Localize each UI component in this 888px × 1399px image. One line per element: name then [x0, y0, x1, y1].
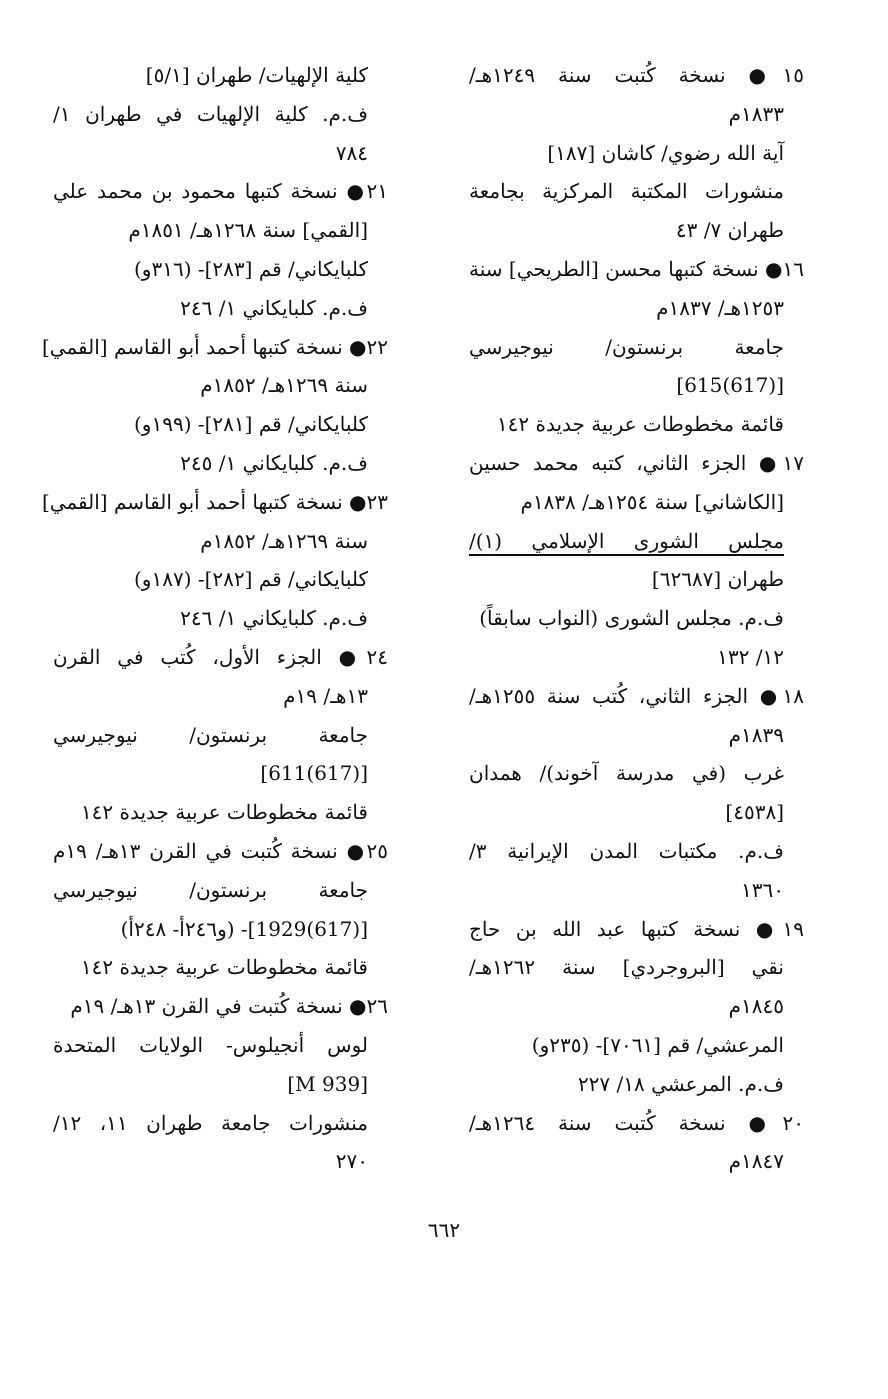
text-line: ١٨٣٩م [728, 722, 784, 747]
text-line: منشورات المكتبة المركزية بجامعة [469, 179, 784, 204]
text-line: ١٢٥٣هـ/ ١٨٣٧م [656, 295, 784, 320]
text-line: ١٣٦٠ [741, 877, 784, 902]
text-line: المرعشي/ قم [٧٠٦١]- (٢٣٥و) [531, 1032, 784, 1057]
text-line: ف.م. مكتبات المدن الإيرانية ٣/ [469, 838, 784, 863]
text-line: آية الله رضوي/ كاشان [١٨٧] [547, 140, 784, 165]
text-line: ٢٦● نسخة كُتبت في القرن ١٣هـ/ ١٩م [70, 994, 388, 1019]
text-line: ف.م. كلبايكاني ١/ ٢٤٦ [180, 295, 368, 320]
page-number: ٦٦٢ [427, 1218, 461, 1242]
text-line: طهران [٦٢٦٨٧] [651, 567, 784, 592]
text-line: سنة ١٢٦٩هـ/ ١٨٥٢م [200, 528, 368, 553]
right-column [469, 56, 804, 1181]
text-line: ٢٧٠ [335, 1149, 368, 1174]
text-line: ٢٢● نسخة كتبها أحمد أبو القاسم [القمي] [42, 334, 388, 359]
text-line: ف.م. المرعشي ١٨/ ٢٢٧ [577, 1071, 784, 1096]
text-line: ف.م. مجلس الشورى (النواب سابقاً) [479, 606, 784, 631]
text-line: غرب (في مدرسة آخوند)/ همدان [469, 761, 784, 786]
text-line: كلبايكاني/ قم [٢٨٣]- (٣١٦و) [133, 256, 368, 281]
text-line: منشورات جامعة طهران ١١، ١٢/ [53, 1110, 369, 1135]
left-column [42, 56, 388, 1181]
text-line: كلبايكاني/ قم [٢٨١]- (١٩٩و) [133, 412, 368, 437]
text-line: [القمي] سنة ١٢٦٨هـ/ ١٨٥١م [128, 218, 368, 243]
text-line: قائمة مخطوطات عربية جديدة ١٤٢ [80, 955, 368, 980]
text-line: نقي [البروجردي] سنة ١٢٦٢هـ/ [469, 955, 784, 980]
text-line: [(617)1929]- (و٢٤٦أ- ٢٤٨أ) [120, 916, 368, 941]
text-line: [(617)611] [260, 761, 368, 786]
text-line: [M 939] [287, 1071, 368, 1096]
text-line: ١٧● الجزء الثاني، كتبه محمد حسين [469, 450, 804, 475]
text-line: ٧٨٤ [335, 140, 368, 165]
text-line: جامعة برنستون/ نيوجيرسي [469, 334, 784, 359]
text-line: قائمة مخطوطات عربية جديدة ١٤٢ [496, 412, 784, 437]
text-line: ف.م. كلبايكاني ١/ ٢٤٦ [180, 606, 368, 631]
text-line: ٢٤● الجزء الأول، كُتب في القرن [53, 644, 388, 669]
text-line: كلبايكاني/ قم [٢٨٢]- (١٨٧و) [133, 567, 368, 592]
text-line: قائمة مخطوطات عربية جديدة ١٤٢ [80, 800, 368, 825]
text-line: [(617)615] [676, 373, 784, 398]
text-line: ١٣هـ/ ١٩م [283, 683, 368, 708]
text-line: جامعة برنستون/ نيوجيرسي [53, 877, 368, 902]
text-line: ٢١● نسخة كتبها محمود بن محمد علي [53, 179, 388, 204]
text-line: جامعة برنستون/ نيوجيرسي [53, 722, 368, 747]
text-line: ١٨٤٧م [728, 1149, 784, 1174]
text-line: مجلس الشورى الإسلامي (١)/ [469, 528, 784, 553]
text-line: [٤٥٣٨] [725, 800, 784, 825]
text-line: ٢٥● نسخة كُتبت في القرن ١٣هـ/ ١٩م [53, 838, 388, 863]
text-line: ١٨٣٣م [728, 101, 784, 126]
text-line: ٢٠● نسخة كُتبت سنة ١٢٦٤هـ/ [469, 1110, 804, 1135]
text-line: طهران ٧/ ٤٣ [675, 218, 784, 243]
text-line: [الكاشاني] سنة ١٢٥٤هـ/ ١٨٣٨م [520, 489, 784, 514]
text-line: ١٩● نسخة كتبها عبد الله بن حاج [469, 916, 804, 941]
text-line: سنة ١٢٦٩هـ/ ١٨٥٢م [200, 373, 368, 398]
text-line: ١٦● نسخة كتبها محسن [الطريحي] سنة [469, 256, 804, 281]
text-line: ١٨● الجزء الثاني، كُتب سنة ١٢٥٥هـ/ [469, 683, 804, 708]
text-line: ف.م. كلبايكاني ١/ ٢٤٥ [180, 450, 368, 475]
text-line: ٢٣● نسخة كتبها أحمد أبو القاسم [القمي] [42, 489, 388, 514]
text-line: ١٨٤٥م [728, 994, 784, 1019]
text-line: لوس أنجيلوس- الولايات المتحدة [53, 1032, 368, 1057]
text-line: ١٢/ ١٣٢ [717, 644, 784, 669]
text-line: ١٥● نسخة كُتبت سنة ١٢٤٩هـ/ [469, 63, 804, 87]
text-line: ف.م. كلية الإلهيات في طهران ١/ [53, 101, 368, 126]
text-line: كلية الإلهيات/ طهران [٥/١] [145, 63, 368, 87]
